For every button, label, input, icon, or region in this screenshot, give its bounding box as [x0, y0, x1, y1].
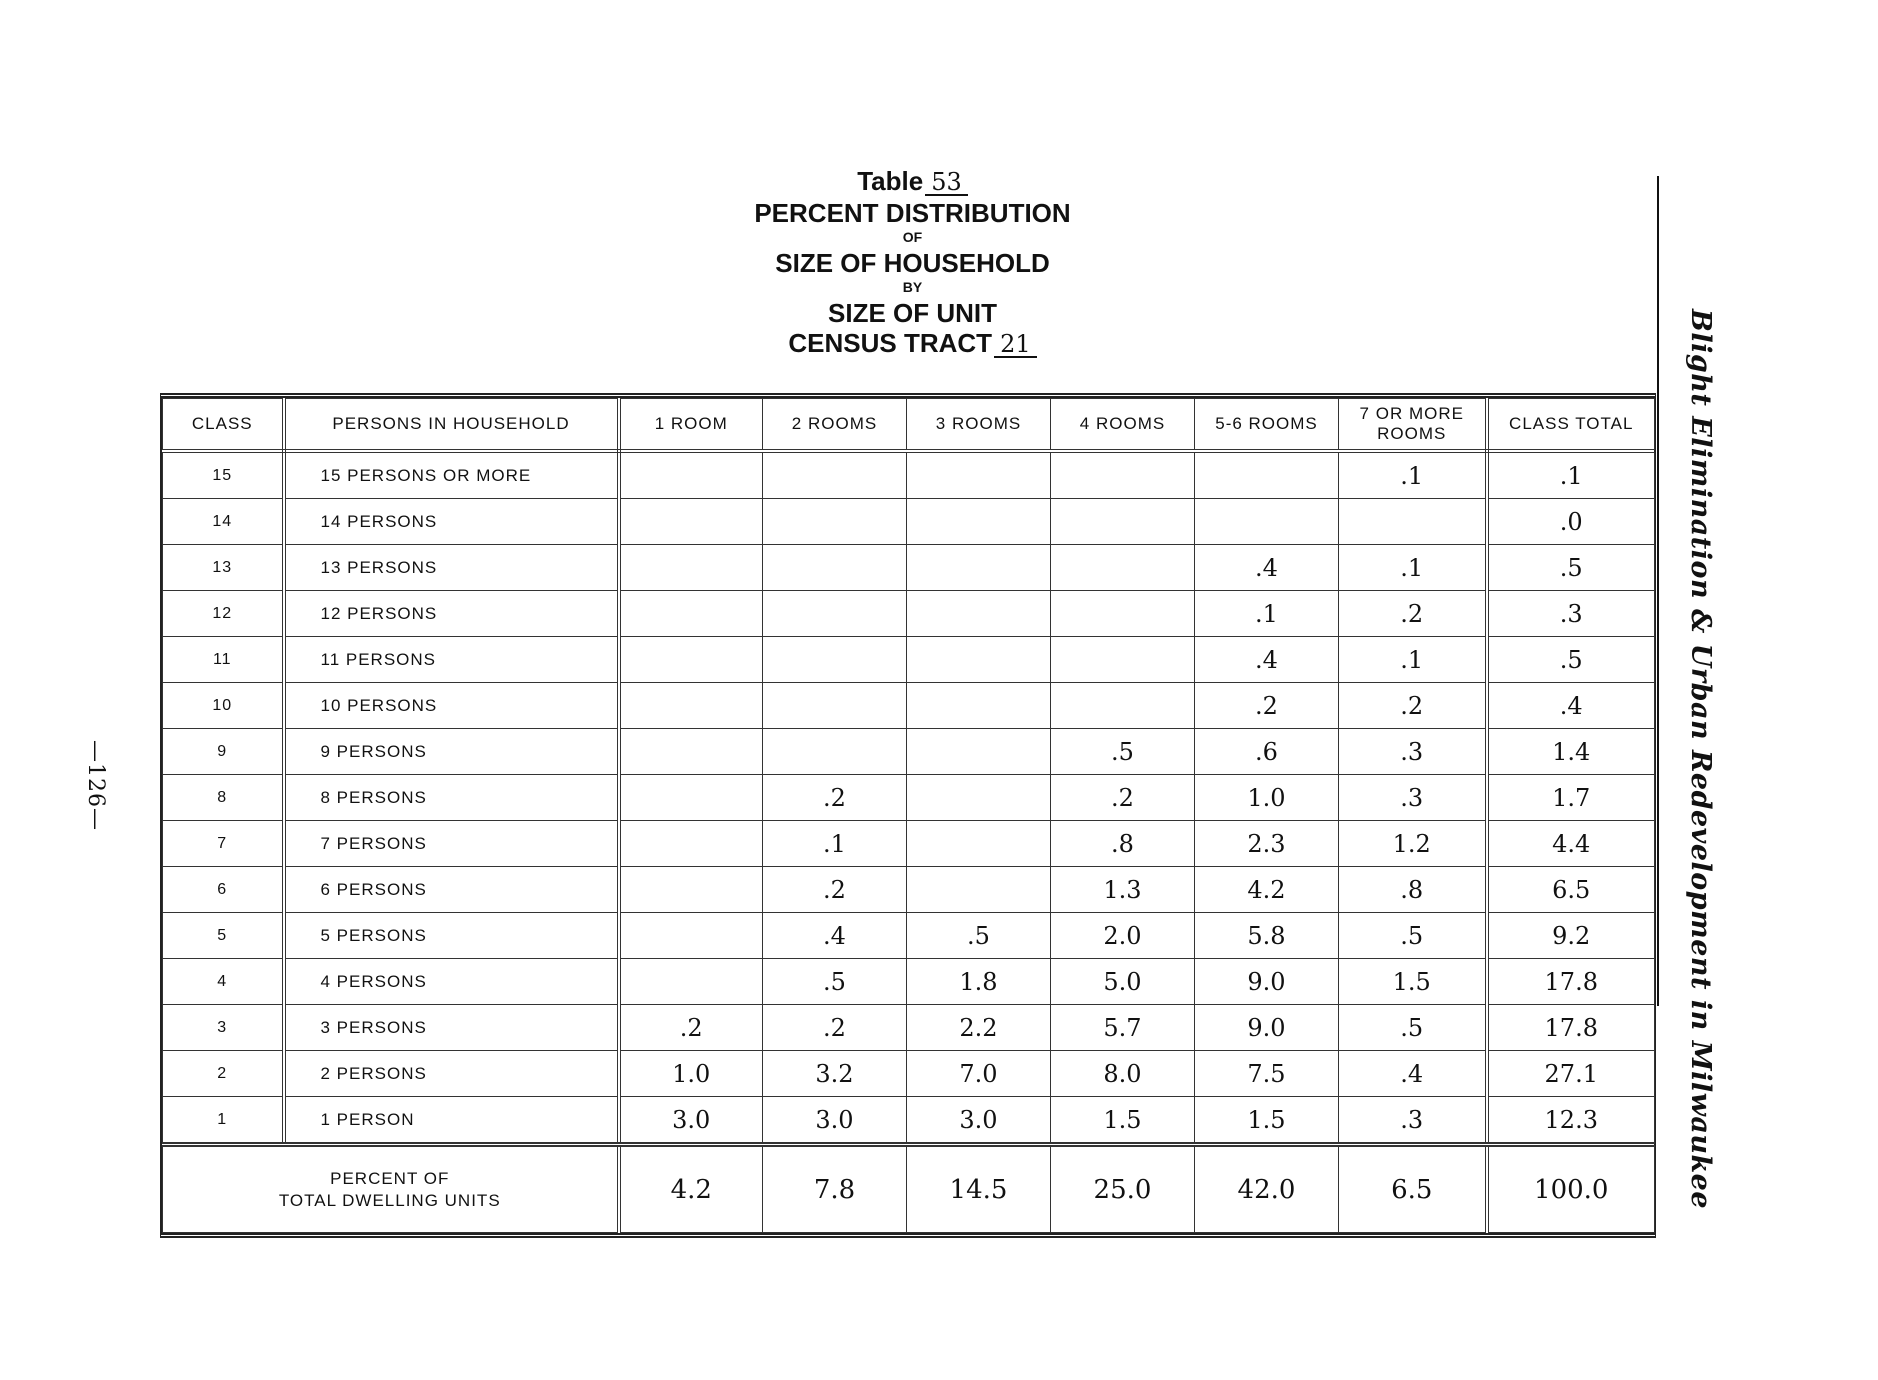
cell-class: 2: [163, 1051, 284, 1097]
cell-5-6-rooms: 4.2: [1195, 867, 1339, 913]
cell-2-rooms: 3.2: [763, 1051, 907, 1097]
footer-value-2-rooms: 7.8: [763, 1145, 907, 1233]
cell-5-6-rooms: [1195, 499, 1339, 545]
cell-persons: 4 PERSONS: [284, 959, 619, 1005]
cell-4-rooms: .8: [1051, 821, 1195, 867]
cell-4-rooms: .2: [1051, 775, 1195, 821]
table-row: [163, 545, 1655, 591]
cell-2-rooms: .2: [763, 867, 907, 913]
cell-persons: 9 PERSONS: [284, 729, 619, 775]
table-row: [163, 1097, 1655, 1145]
cell-1-room: [619, 775, 763, 821]
cell-persons: 6 PERSONS: [284, 867, 619, 913]
table-body: [163, 451, 1655, 1145]
cell-4-rooms: [1051, 637, 1195, 683]
footer-value-3-rooms: 14.5: [907, 1145, 1051, 1233]
cell-class: 4: [163, 959, 284, 1005]
cell-1-room: [619, 637, 763, 683]
table-row: [163, 913, 1655, 959]
cell-persons: 1 PERSON: [284, 1097, 619, 1145]
cell-2-rooms: [763, 451, 907, 499]
cell-1-room: [619, 729, 763, 775]
cell-3-rooms: [907, 729, 1051, 775]
cell-1-room: [619, 499, 763, 545]
cell-persons: 5 PERSONS: [284, 913, 619, 959]
cell-1-room: [619, 821, 763, 867]
header-class-total: CLASS TOTAL: [1487, 399, 1655, 452]
header-7-or-more-rooms: 7 OR MORE ROOMS: [1339, 399, 1487, 452]
tract-label: CENSUS TRACT: [788, 328, 993, 358]
title-line-2: SIZE OF HOUSEHOLD: [775, 248, 1050, 278]
table-row: [163, 637, 1655, 683]
table-title: [640, 168, 1185, 362]
cell-persons: 14 PERSONS: [284, 499, 619, 545]
cell-persons: 3 PERSONS: [284, 1005, 619, 1051]
cell-1-room: .2: [619, 1005, 763, 1051]
cell-5-6-rooms: .2: [1195, 683, 1339, 729]
cell-1-room: [619, 683, 763, 729]
cell-class-total: .5: [1487, 637, 1655, 683]
header-persons: PERSONS IN HOUSEHOLD: [284, 399, 619, 452]
cell-class-total: 4.4: [1487, 821, 1655, 867]
cell-7-or-more-rooms: .3: [1339, 775, 1487, 821]
footer-value-class-total: 100.0: [1487, 1145, 1655, 1233]
cell-persons: 10 PERSONS: [284, 683, 619, 729]
cell-class: 9: [163, 729, 284, 775]
cell-5-6-rooms: .1: [1195, 591, 1339, 637]
cell-class-total: .0: [1487, 499, 1655, 545]
cell-class-total: .4: [1487, 683, 1655, 729]
side-title-rule: [1657, 176, 1681, 1006]
cell-3-rooms: [907, 499, 1051, 545]
cell-class: 1: [163, 1097, 284, 1145]
cell-3-rooms: [907, 545, 1051, 591]
cell-class: 3: [163, 1005, 284, 1051]
cell-1-room: [619, 867, 763, 913]
footer-value-4-rooms: 25.0: [1051, 1145, 1195, 1233]
cell-4-rooms: [1051, 499, 1195, 545]
cell-7-or-more-rooms: [1339, 499, 1487, 545]
cell-class: 11: [163, 637, 284, 683]
cell-1-room: 3.0: [619, 1097, 763, 1145]
table-number: 53: [925, 170, 968, 196]
tract-number: 21: [994, 332, 1037, 358]
cell-4-rooms: 1.5: [1051, 1097, 1195, 1145]
cell-2-rooms: .1: [763, 821, 907, 867]
cell-7-or-more-rooms: .1: [1339, 637, 1487, 683]
cell-class-total: 9.2: [1487, 913, 1655, 959]
cell-class: 7: [163, 821, 284, 867]
cell-class: 10: [163, 683, 284, 729]
cell-1-room: [619, 913, 763, 959]
cell-7-or-more-rooms: .3: [1339, 729, 1487, 775]
table-row: [163, 1051, 1655, 1097]
cell-7-or-more-rooms: .2: [1339, 683, 1487, 729]
cell-5-6-rooms: .6: [1195, 729, 1339, 775]
cell-7-or-more-rooms: .1: [1339, 451, 1487, 499]
table-row: [163, 1005, 1655, 1051]
cell-2-rooms: [763, 637, 907, 683]
cell-4-rooms: 1.3: [1051, 867, 1195, 913]
cell-5-6-rooms: 9.0: [1195, 959, 1339, 1005]
cell-2-rooms: 3.0: [763, 1097, 907, 1145]
cell-4-rooms: .5: [1051, 729, 1195, 775]
cell-3-rooms: [907, 591, 1051, 637]
cell-4-rooms: 2.0: [1051, 913, 1195, 959]
cell-7-or-more-rooms: .5: [1339, 1005, 1487, 1051]
cell-7-or-more-rooms: .3: [1339, 1097, 1487, 1145]
footer-value-5-6-rooms: 42.0: [1195, 1145, 1339, 1233]
cell-3-rooms: 1.8: [907, 959, 1051, 1005]
cell-3-rooms: 3.0: [907, 1097, 1051, 1145]
cell-2-rooms: [763, 683, 907, 729]
cell-class: 5: [163, 913, 284, 959]
cell-3-rooms: [907, 683, 1051, 729]
cell-7-or-more-rooms: 1.5: [1339, 959, 1487, 1005]
cell-1-room: [619, 591, 763, 637]
cell-5-6-rooms: .4: [1195, 545, 1339, 591]
cell-5-6-rooms: 5.8: [1195, 913, 1339, 959]
cell-class-total: 12.3: [1487, 1097, 1655, 1145]
footer-value-7-or-more-rooms: 6.5: [1339, 1145, 1487, 1233]
cell-2-rooms: .5: [763, 959, 907, 1005]
footer-label-line-1: PERCENT OF: [330, 1169, 450, 1189]
cell-class-total: 17.8: [1487, 959, 1655, 1005]
cell-3-rooms: 2.2: [907, 1005, 1051, 1051]
cell-persons: 12 PERSONS: [284, 591, 619, 637]
cell-2-rooms: [763, 545, 907, 591]
title-of: OF: [902, 229, 923, 245]
header-2-rooms: 2 ROOMS: [763, 399, 907, 452]
header-row: [163, 399, 1655, 452]
cell-3-rooms: [907, 637, 1051, 683]
table-row: [163, 729, 1655, 775]
cell-1-room: 1.0: [619, 1051, 763, 1097]
cell-persons: 8 PERSONS: [284, 775, 619, 821]
distribution-table-frame: [160, 393, 1656, 1238]
cell-persons: 11 PERSONS: [284, 637, 619, 683]
cell-5-6-rooms: 1.0: [1195, 775, 1339, 821]
cell-1-room: [619, 451, 763, 499]
cell-class: 15: [163, 451, 284, 499]
cell-7-or-more-rooms: .2: [1339, 591, 1487, 637]
cell-persons: 7 PERSONS: [284, 821, 619, 867]
cell-4-rooms: 5.7: [1051, 1005, 1195, 1051]
table-label: Table: [857, 166, 924, 196]
cell-5-6-rooms: 1.5: [1195, 1097, 1339, 1145]
footer-label-line-2: TOTAL DWELLING UNITS: [278, 1190, 501, 1210]
title-by: BY: [902, 279, 923, 295]
cell-persons: 2 PERSONS: [284, 1051, 619, 1097]
table-row: [163, 499, 1655, 545]
cell-4-rooms: [1051, 451, 1195, 499]
table-row: [163, 775, 1655, 821]
cell-7-or-more-rooms: .5: [1339, 913, 1487, 959]
footer-row: [163, 1145, 1655, 1233]
header-1-room: 1 ROOM: [619, 399, 763, 452]
census-tract-line: [640, 330, 1185, 358]
cell-3-rooms: [907, 821, 1051, 867]
cell-class-total: 6.5: [1487, 867, 1655, 913]
cell-class: 12: [163, 591, 284, 637]
title-line-1: PERCENT DISTRIBUTION: [754, 198, 1071, 228]
table-row: [163, 821, 1655, 867]
cell-class-total: 1.4: [1487, 729, 1655, 775]
cell-1-room: [619, 959, 763, 1005]
table-row: [163, 683, 1655, 729]
cell-4-rooms: 5.0: [1051, 959, 1195, 1005]
cell-persons: 15 PERSONS OR MORE: [284, 451, 619, 499]
cell-3-rooms: 7.0: [907, 1051, 1051, 1097]
cell-class-total: .5: [1487, 545, 1655, 591]
cell-7-or-more-rooms: 1.2: [1339, 821, 1487, 867]
cell-2-rooms: .2: [763, 1005, 907, 1051]
cell-7-or-more-rooms: .8: [1339, 867, 1487, 913]
cell-class-total: 17.8: [1487, 1005, 1655, 1051]
cell-1-room: [619, 545, 763, 591]
cell-2-rooms: .2: [763, 775, 907, 821]
cell-class: 6: [163, 867, 284, 913]
table-row: [163, 867, 1655, 913]
cell-class-total: .1: [1487, 451, 1655, 499]
cell-7-or-more-rooms: .4: [1339, 1051, 1487, 1097]
distribution-table: [162, 398, 1655, 1233]
page-number: —126—: [83, 740, 108, 831]
cell-3-rooms: .5: [907, 913, 1051, 959]
cell-persons: 13 PERSONS: [284, 545, 619, 591]
table-row: [163, 591, 1655, 637]
cell-7-or-more-rooms: .1: [1339, 545, 1487, 591]
table-number-line: [640, 168, 1185, 196]
cell-4-rooms: [1051, 683, 1195, 729]
table-row: [163, 451, 1655, 499]
cell-2-rooms: .4: [763, 913, 907, 959]
footer-value-1-room: 4.2: [619, 1145, 763, 1233]
header-3-rooms: 3 ROOMS: [907, 399, 1051, 452]
header-5-6-rooms: 5-6 ROOMS: [1195, 399, 1339, 452]
cell-2-rooms: [763, 729, 907, 775]
cell-class-total: 27.1: [1487, 1051, 1655, 1097]
cell-5-6-rooms: 7.5: [1195, 1051, 1339, 1097]
cell-4-rooms: 8.0: [1051, 1051, 1195, 1097]
cell-3-rooms: [907, 451, 1051, 499]
table-row: [163, 959, 1655, 1005]
cell-class: 8: [163, 775, 284, 821]
header-class: CLASS: [163, 399, 284, 452]
cell-class-total: 1.7: [1487, 775, 1655, 821]
cell-class: 13: [163, 545, 284, 591]
cell-5-6-rooms: 2.3: [1195, 821, 1339, 867]
cell-3-rooms: [907, 775, 1051, 821]
cell-class: 14: [163, 499, 284, 545]
footer-label: [163, 1145, 619, 1233]
cell-4-rooms: [1051, 545, 1195, 591]
cell-class-total: .3: [1487, 591, 1655, 637]
cell-5-6-rooms: [1195, 451, 1339, 499]
side-title: Blight Elimination & Urban Redevelopment in Milwaukee: [1685, 309, 1716, 1210]
cell-2-rooms: [763, 499, 907, 545]
cell-5-6-rooms: 9.0: [1195, 1005, 1339, 1051]
cell-2-rooms: [763, 591, 907, 637]
cell-3-rooms: [907, 867, 1051, 913]
header-4-rooms: 4 ROOMS: [1051, 399, 1195, 452]
cell-5-6-rooms: .4: [1195, 637, 1339, 683]
title-line-3: SIZE OF UNIT: [828, 298, 997, 328]
cell-4-rooms: [1051, 591, 1195, 637]
